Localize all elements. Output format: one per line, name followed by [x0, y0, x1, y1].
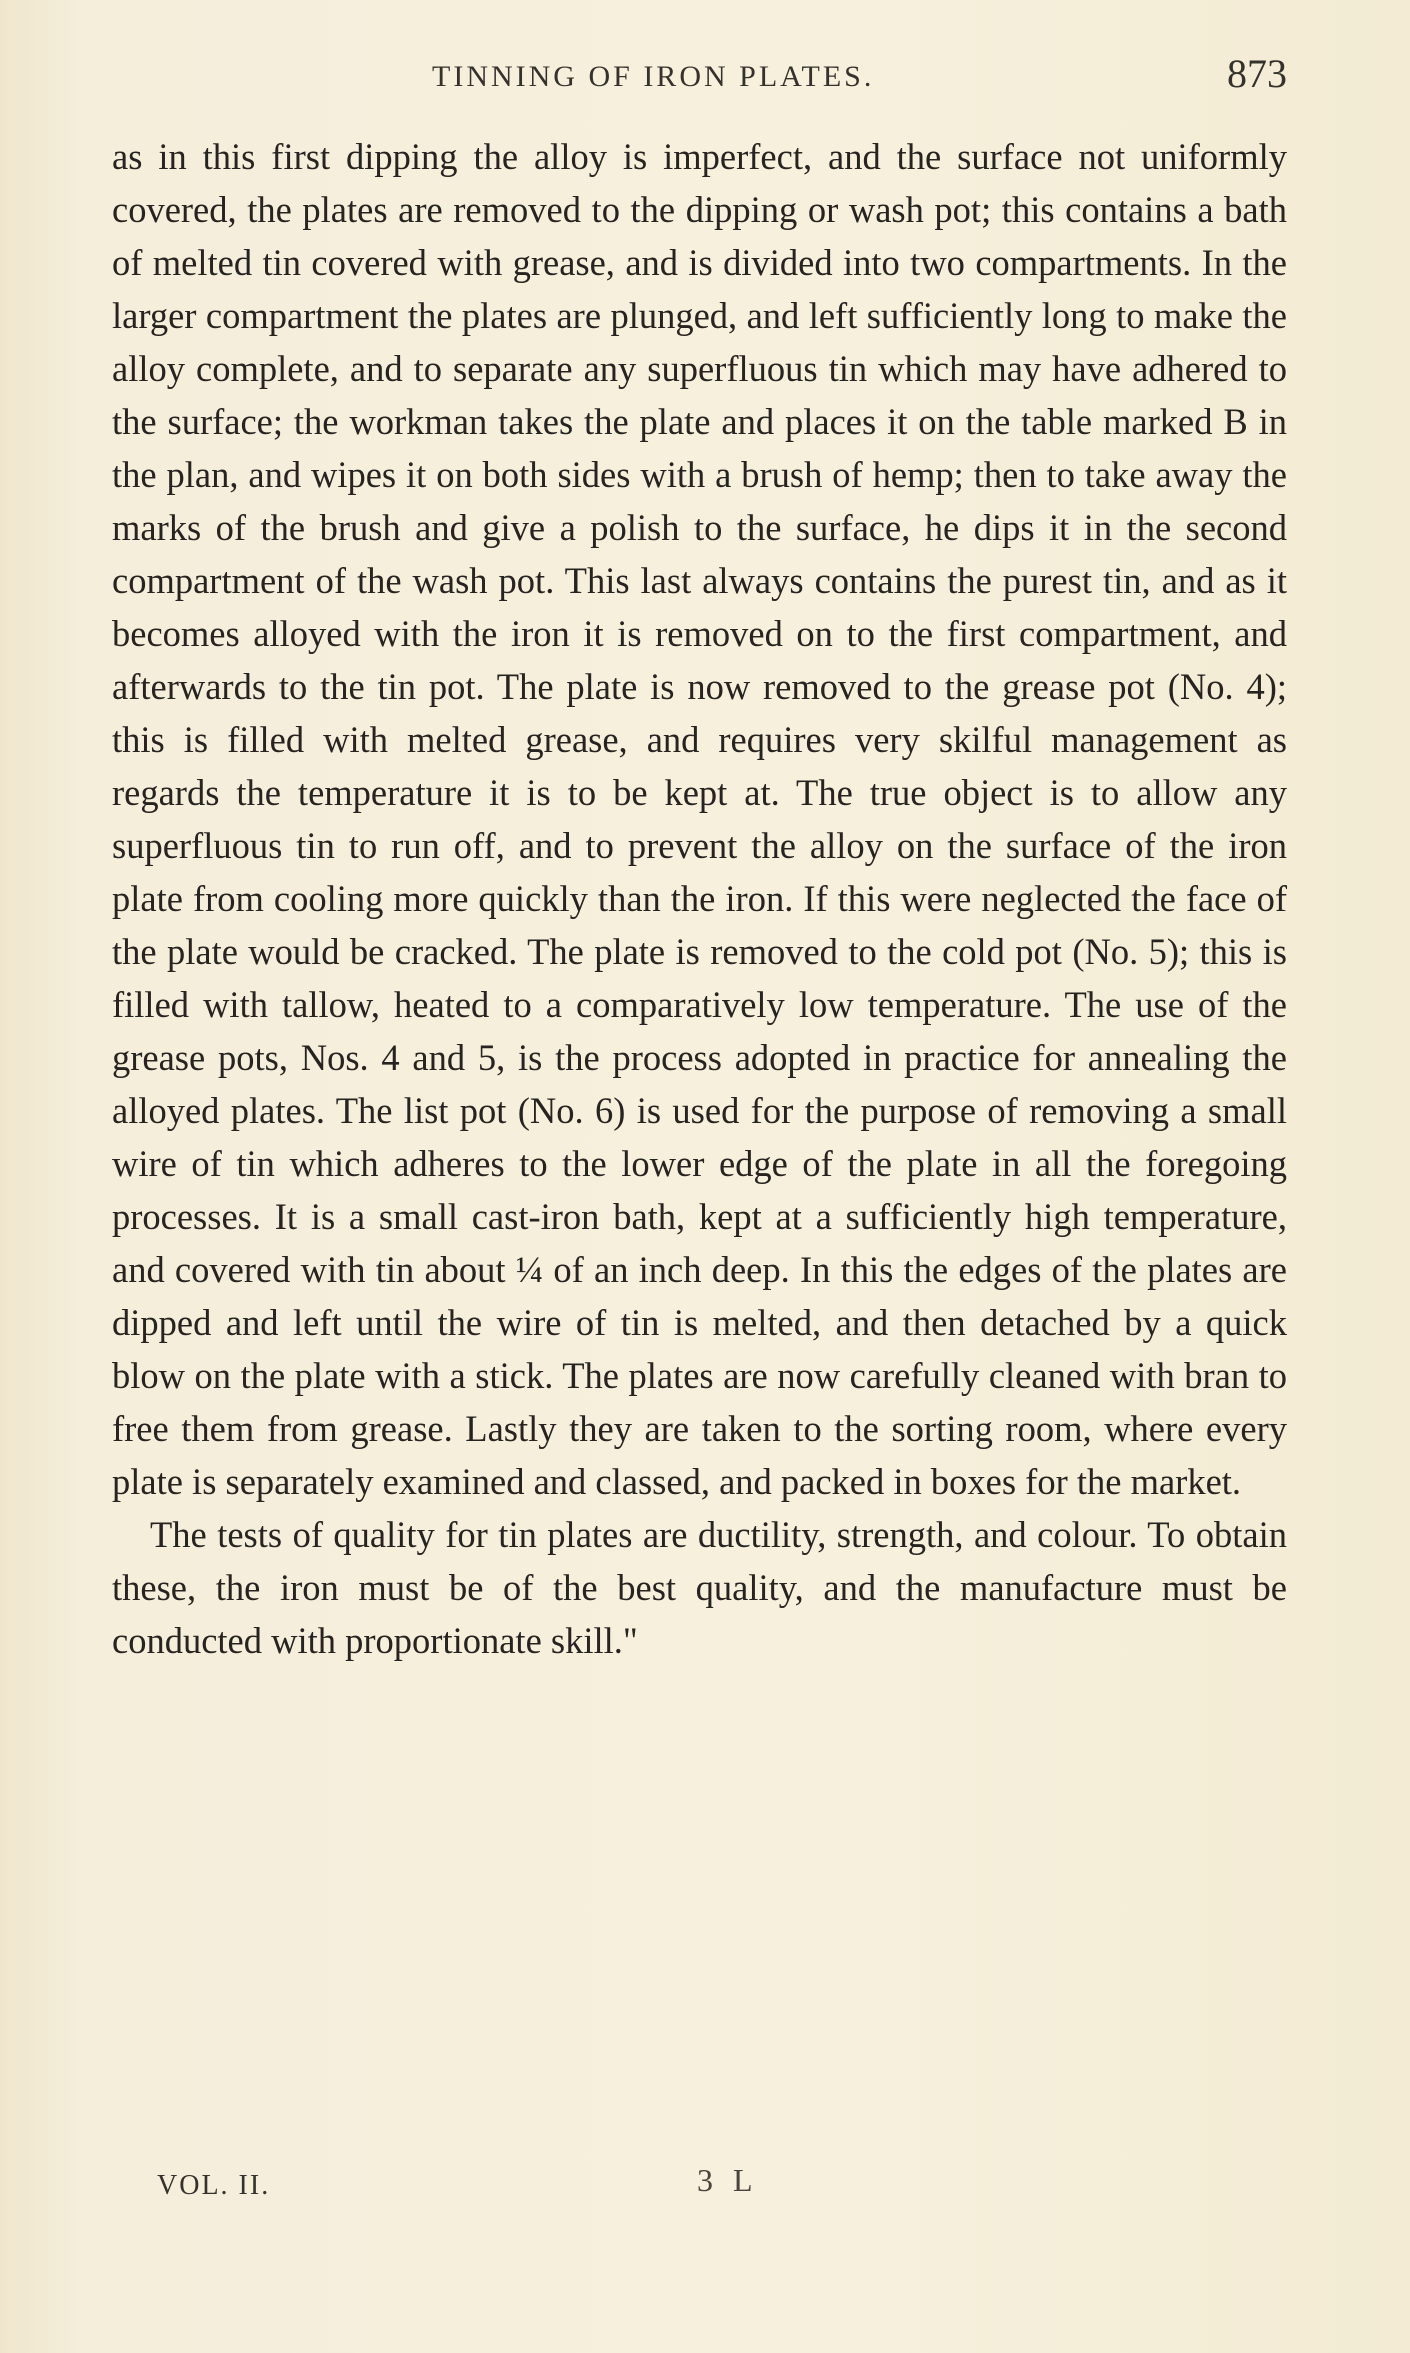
page-footer — [112, 2162, 1287, 2230]
running-head — [112, 48, 1287, 108]
volume-label: VOL. II. — [157, 2170, 271, 2201]
signature-mark: 3 L — [697, 2162, 759, 2198]
running-title: TINNING OF IRON PLATES. — [432, 60, 875, 93]
paragraph: The tests of quality for tin plates are ductility, strength, and colour. To obtain these, the iron must be of the best quality, and the manufacture must be conducted with proportionate skill." — [112, 1514, 1287, 1661]
body-text — [112, 130, 1287, 1667]
page-number: 873 — [1227, 51, 1287, 96]
paragraph: as in this first dipping the alloy is imperfect, and the surface not uniformly covered, the plates are removed to the dipping or wash pot; this contains a bath of melted tin covered with grease, and is divided into two compartments. In the larger compartment the plates are plunged, and left sufficiently long to make the alloy complete, and to separate any superfluous tin which may have adhered to the surface; the workman takes the plate and places it on the table marked B in the plan, and wipes it on both sides with a brush of hemp; then to take away the marks of the brush and give a polish to the surface, he dips it in the second compartment of the wash pot. This last always contains the purest tin, and as it becomes alloyed with the iron it is removed on to the first compartment, and afterwards to the tin pot. The plate is now removed to the grease pot (No. 4); this is filled with melted grease, and requires very skilful management as regards the temperature it is to be kept at. The true object is to allow any superfluous tin to run off, and to prevent the alloy on the surface of the iron plate from cooling more quickly than the iron. If this were neglected the face of the plate would be cracked. The plate is removed to the cold pot (No. 5); this is filled with tallow, heated to a comparatively low temperature. The use of the grease pots, Nos. 4 and 5, is the process adopted in practice for annealing the alloyed plates. The list pot (No. 6) is used for the purpose of removing a small wire of tin which adheres to the lower edge of the plate in all the foregoing processes. It is a small cast-iron bath, kept at a sufficiently high temperature, and covered with tin about ¼ of an inch deep. In this the edges of the plates are dipped and left until the wire of tin is melted, and then detached by a quick blow on the plate with a stick. The plates are now carefully cleaned with bran to free them from grease. Lastly they are taken to the sorting room, where every plate is separately examined and classed, and packed in boxes for the market. — [112, 136, 1287, 1502]
